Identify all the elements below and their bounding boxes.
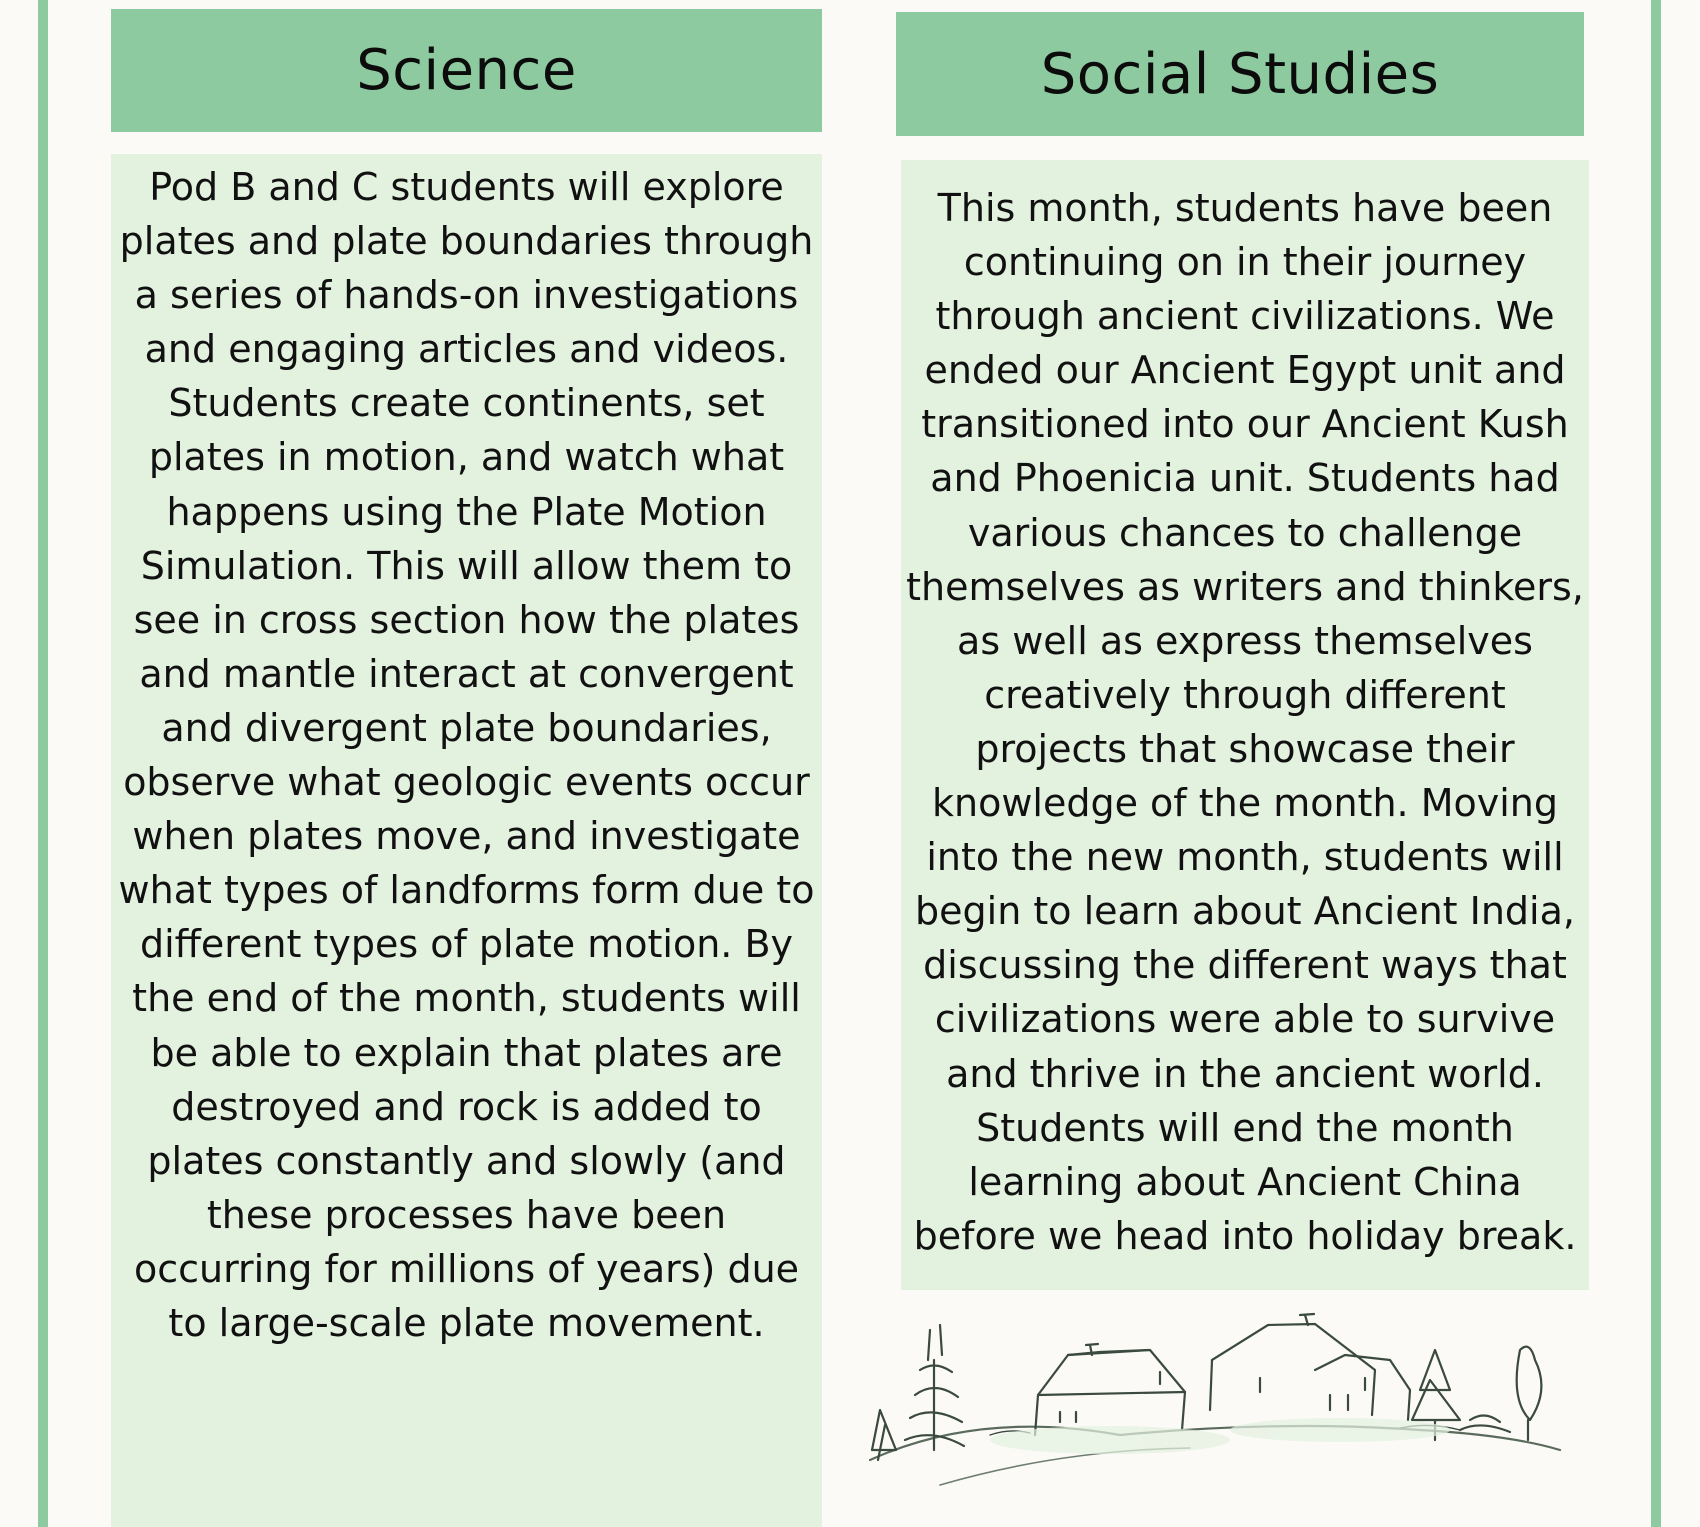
left-border-line	[38, 0, 48, 1527]
social-studies-text-panel	[901, 160, 1589, 1290]
social-studies-body: This month, students have been continuing on in their journey through ancient civilizations. We ended our Ancient Egypt unit and transitioned into our Ancient Kush and Phoenicia unit. Students had various chances to challenge themselves as writers and thinkers, as well as express themselves creatively through different projects that showcase their knowledge of the month. Moving into the new month, students will begin to learn about Ancient India, discussing the different ways that civilizations were able to survive and thrive in the ancient world. Students will end the month learning about Ancient China before we head into holiday break.	[906, 186, 1584, 1258]
science-title: Science	[356, 38, 577, 103]
science-header	[111, 9, 822, 132]
right-border-line	[1651, 0, 1661, 1527]
science-text-panel	[111, 154, 822, 1527]
science-body: Pod B and C students will explore plates and plate boundaries through a series of hands-on investigations and engaging articles and videos. Students create continents, set plates in motion, and watch what happens using the Plate Motion Simulation. This will allow them to see in cross section how the plates and mantle interact at convergent and divergent plate boundaries, observe what geologic events occur when plates move, and investigate what types of landforms form due to different types of plate motion. By the end of the month, students will be able to explain that plates are destroyed and rock is added to plates constantly and slowly (and these processes have been occurring for millions of years) due to large-scale plate movement.	[118, 165, 815, 1345]
social-studies-title: Social Studies	[1040, 41, 1440, 107]
winter-village-sketch-icon	[860, 1300, 1590, 1510]
social-studies-header	[896, 12, 1584, 136]
